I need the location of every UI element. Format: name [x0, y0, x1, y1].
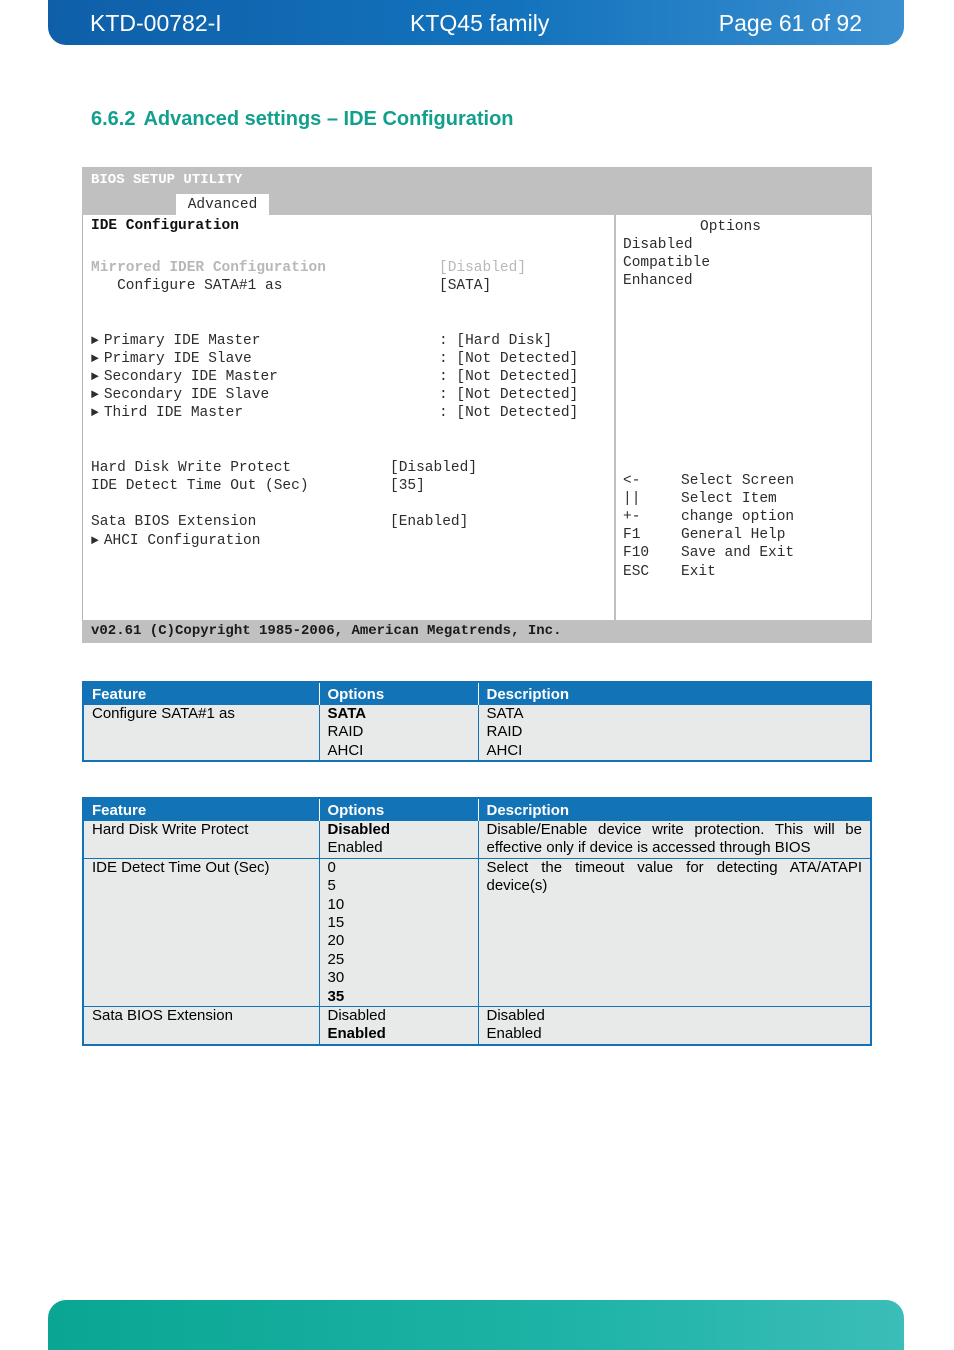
option-value: 15	[327, 914, 345, 932]
section-heading	[91, 108, 514, 131]
bios-divider	[614, 215, 616, 621]
sata-bios-ext-label[interactable]: Sata BIOS Extension	[91, 514, 257, 530]
submenu-label: Third IDE Master	[103, 405, 244, 421]
help-key: F1	[623, 527, 641, 543]
configure-sata-value[interactable]: [SATA]	[439, 278, 492, 294]
submenu-label: Secondary IDE Master	[103, 369, 278, 385]
options-title: Options	[700, 219, 761, 235]
tab-advanced[interactable]: Advanced	[176, 194, 269, 216]
description-cell: Disable/Enable device write protection. This will be effective only if device is accessed through BIOS	[478, 821, 871, 859]
option-value: 30	[327, 969, 345, 987]
submenu-label: Primary IDE Slave	[103, 351, 252, 367]
header-options: Options	[319, 682, 478, 705]
document-id: KTD-00782-I	[90, 10, 222, 36]
option-default: 35	[327, 987, 345, 1005]
sata-bios-ext-value[interactable]: [Enabled]	[390, 514, 469, 530]
option-value: AHCI	[327, 741, 364, 759]
table-row	[83, 858, 871, 1006]
sata-config-table	[82, 681, 872, 762]
help-action: Select Item	[681, 491, 777, 507]
option-value: 10	[327, 895, 345, 913]
product-family: KTQ45 family	[410, 10, 550, 36]
help-action: Exit	[681, 564, 716, 580]
option-item: Disabled	[623, 237, 693, 253]
submenu-label: AHCI Configuration	[103, 533, 261, 549]
header-description: Description	[478, 682, 871, 705]
submenu-arrow-icon: ►	[91, 405, 99, 420]
submenu-value: : [Not Detected]	[439, 369, 579, 385]
feature-cell: IDE Detect Time Out (Sec)	[83, 858, 319, 1006]
options-cell	[319, 1007, 478, 1045]
help-key: F10	[623, 545, 650, 561]
description-line: Enabled	[486, 1025, 542, 1043]
bios-title-bar	[82, 167, 872, 216]
description-cell	[478, 1007, 871, 1045]
header-feature: Feature	[83, 682, 319, 705]
feature-cell: Configure SATA#1 as	[83, 705, 319, 762]
bios-status-bar	[82, 620, 872, 643]
help-action: Select Screen	[681, 473, 795, 489]
section-title: Advanced settings – IDE Configuration	[143, 108, 514, 130]
submenu-value: : [Not Detected]	[439, 405, 579, 421]
submenu-label: Secondary IDE Slave	[103, 387, 270, 403]
description-line: SATA	[486, 705, 524, 722]
table-row	[83, 705, 871, 762]
submenu-arrow-icon: ►	[91, 387, 99, 402]
table-header-row	[83, 798, 871, 821]
submenu-arrow-icon: ►	[91, 369, 99, 384]
configure-sata-label[interactable]: Configure SATA#1 as	[91, 278, 283, 294]
submenu-secondary-ide-slave[interactable]	[91, 387, 269, 403]
submenu-primary-ide-master[interactable]	[91, 333, 260, 349]
option-value: 20	[327, 932, 345, 950]
option-value: 0	[327, 858, 336, 876]
submenu-value: : [Not Detected]	[439, 351, 579, 367]
option-value: RAID	[327, 723, 364, 741]
submenu-primary-ide-slave[interactable]	[91, 351, 252, 367]
table-row	[83, 1007, 871, 1045]
table-row	[83, 821, 871, 859]
description-cell: Select the timeout value for detecting ATA/ATAPI device(s)	[478, 858, 871, 1006]
page-footer-band	[48, 1300, 904, 1350]
header-options: Options	[319, 798, 478, 821]
submenu-ahci-configuration[interactable]	[91, 533, 260, 549]
description-line: AHCI	[486, 741, 523, 759]
help-action: General Help	[681, 527, 786, 543]
help-key: ESC	[623, 564, 650, 580]
option-value: 5	[327, 877, 336, 895]
section-number: 6.6.2	[91, 108, 136, 130]
option-item: Compatible	[623, 255, 711, 271]
ide-settings-table	[82, 797, 872, 1046]
options-cell	[319, 821, 478, 859]
header-feature: Feature	[83, 798, 319, 821]
options-cell	[319, 705, 478, 762]
bios-screen-title: IDE Configuration	[91, 218, 239, 234]
feature-cell: Sata BIOS Extension	[83, 1007, 319, 1045]
options-cell	[319, 858, 478, 1006]
feature-cell: Hard Disk Write Protect	[83, 821, 319, 859]
submenu-third-ide-master[interactable]	[91, 405, 243, 421]
hdd-write-protect-value[interactable]: [Disabled]	[390, 460, 478, 476]
mirrored-ider-label: Mirrored IDER Configuration	[91, 260, 326, 276]
submenu-label: Primary IDE Master	[103, 333, 261, 349]
option-value: Enabled	[327, 839, 383, 857]
bios-utility-title: BIOS SETUP UTILITY	[91, 172, 243, 188]
help-key: <-	[623, 473, 641, 489]
submenu-arrow-icon: ►	[91, 533, 99, 548]
page-number: Page 61 of 92	[718, 10, 862, 36]
hdd-write-protect-label[interactable]: Hard Disk Write Protect	[91, 460, 292, 476]
mirrored-ider-value: [Disabled]	[439, 260, 527, 276]
description-line: Disabled	[486, 1007, 545, 1025]
bios-screen	[82, 167, 872, 643]
description-cell	[478, 705, 871, 762]
ide-timeout-value[interactable]: [35]	[390, 478, 425, 494]
page-header	[48, 0, 904, 45]
bios-copyright: v02.61 (C)Copyright 1985-2006, American Megatrends, Inc.	[91, 623, 562, 639]
submenu-arrow-icon: ►	[91, 333, 99, 348]
ide-timeout-label[interactable]: IDE Detect Time Out (Sec)	[91, 478, 309, 494]
submenu-value: : [Not Detected]	[439, 387, 579, 403]
option-default: Disabled	[327, 821, 391, 838]
help-action: change option	[681, 509, 795, 525]
help-key: +-	[623, 509, 641, 525]
help-key: ||	[623, 491, 641, 507]
option-item: Enhanced	[623, 273, 693, 289]
submenu-arrow-icon: ►	[91, 351, 99, 366]
option-default: Enabled	[327, 1025, 386, 1043]
table-header-row	[83, 682, 871, 705]
option-value: 25	[327, 950, 345, 968]
header-description: Description	[478, 798, 871, 821]
description-line: RAID	[486, 723, 523, 741]
option-default: SATA	[327, 705, 367, 722]
option-value: Disabled	[327, 1007, 386, 1025]
help-action: Save and Exit	[681, 545, 795, 561]
submenu-secondary-ide-master[interactable]	[91, 369, 278, 385]
submenu-value: : [Hard Disk]	[439, 333, 553, 349]
